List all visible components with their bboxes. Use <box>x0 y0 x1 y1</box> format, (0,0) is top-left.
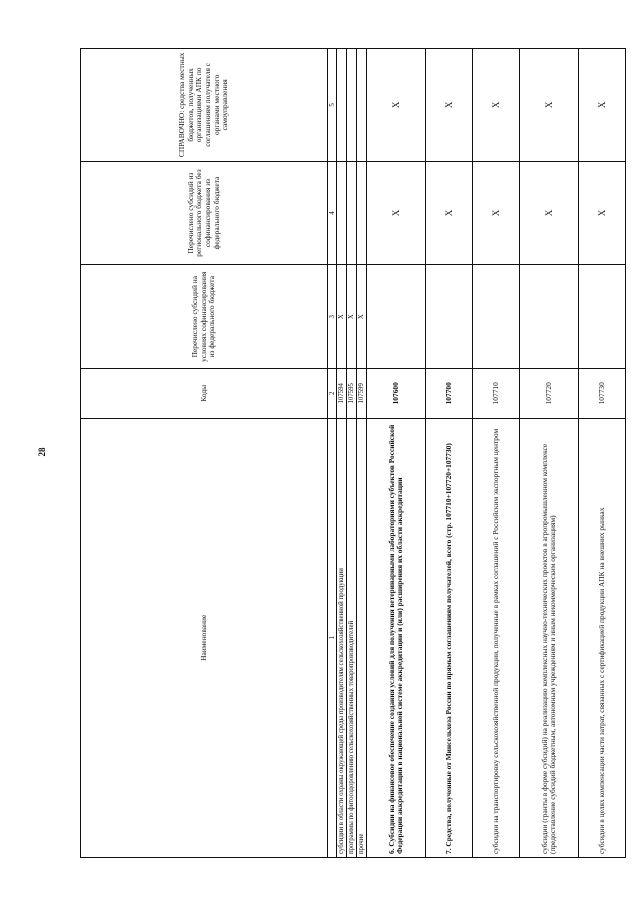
header-name: Наименование <box>81 418 328 857</box>
row-c3: X <box>337 265 347 369</box>
row-name: субсидии в области охраны окружающей среды производителям сельскохозяйственной продукции <box>337 418 347 857</box>
header-col5: СПРАВОЧНО: средства местных бюджетов, полученных организациями АПК по соглашениям получателя с органами местного самоуправления <box>81 49 328 162</box>
row-c4: X <box>579 161 626 265</box>
row-c3 <box>579 265 626 369</box>
table-row <box>579 49 626 858</box>
table-wrap <box>80 48 607 858</box>
column-number: 5 <box>328 49 337 162</box>
row-code: 107700 <box>426 369 473 419</box>
table-header-row <box>81 49 328 858</box>
row-c3: X <box>347 265 357 369</box>
row-c5 <box>337 49 347 162</box>
row-c3 <box>520 265 579 369</box>
row-c4: X <box>473 161 520 265</box>
row-name: 7. Средства, полученные от Минсельхоза России по прямым соглашениям получателей, всего (стр. 107710+107720+107730) <box>426 418 473 857</box>
row-c5: X <box>579 49 626 162</box>
table-row <box>520 49 579 858</box>
row-c4: X <box>367 161 426 265</box>
column-number-row <box>328 49 337 858</box>
table-row <box>367 49 426 858</box>
row-c3: X <box>357 265 367 369</box>
row-code: 107594 <box>337 369 347 419</box>
row-c5 <box>357 49 367 162</box>
header-col4: Перечислено субсидий из регионального бюджета без софинансирования из федерального бюджета <box>81 161 328 265</box>
row-name: субсидии (гранты в форме субсидий) на реализацию комплексных научно-технических проектов в агропромышленном комплексе (предоставление субсидий бюджетным, автономным учреждениям и иным некоммерческим организациям) <box>520 418 579 857</box>
row-name: программы по фитооздоровлению сельскохозяйственных товаропроизводителей <box>347 418 357 857</box>
row-c5: X <box>520 49 579 162</box>
column-number: 1 <box>328 418 337 857</box>
row-name: 6. Субсидии на финансовое обеспечение создания условий для получения ветеринарными лабораториями субъектов Российской Федерации аккредитации в национальной системе аккредитации и (или) расширения их области аккредитации <box>367 418 426 857</box>
subsidy-table <box>80 48 626 858</box>
column-number: 4 <box>328 161 337 265</box>
rotated-table-stage <box>80 48 607 858</box>
row-code: 107710 <box>473 369 520 419</box>
row-c5: X <box>367 49 426 162</box>
row-c4 <box>337 161 347 265</box>
row-code: 107600 <box>367 369 426 419</box>
row-c4 <box>347 161 357 265</box>
row-c4: X <box>426 161 473 265</box>
header-codes: Коды <box>81 369 328 419</box>
row-c3 <box>367 265 426 369</box>
row-code: 107720 <box>520 369 579 419</box>
table-row <box>357 49 367 858</box>
row-code: 107730 <box>579 369 626 419</box>
table-row <box>337 49 347 858</box>
row-name: субсидии на транспортировку сельскохозяйственной продукции, полученные в рамках соглашений с Российским экспортным центром <box>473 418 520 857</box>
row-code: 107599 <box>357 369 367 419</box>
row-c3 <box>426 265 473 369</box>
table-row <box>347 49 357 858</box>
table-row <box>473 49 520 858</box>
column-number: 3 <box>328 265 337 369</box>
table-row <box>426 49 473 858</box>
row-c5: X <box>473 49 520 162</box>
row-name: прочие <box>357 418 367 857</box>
row-c5 <box>347 49 357 162</box>
row-code: 107595 <box>347 369 357 419</box>
row-c5: X <box>426 49 473 162</box>
header-col3: Перечислено субсидий на условиях софинансирования из федерального бюджета <box>81 265 328 369</box>
column-number: 2 <box>328 369 337 419</box>
row-c3 <box>473 265 520 369</box>
page-number: 28 <box>37 447 47 457</box>
row-c4: X <box>520 161 579 265</box>
row-c4 <box>357 161 367 265</box>
row-name: субсидии в целях компенсации части затрат, связанных с сертификацией продукции АПК на внешних рынках <box>579 418 626 857</box>
